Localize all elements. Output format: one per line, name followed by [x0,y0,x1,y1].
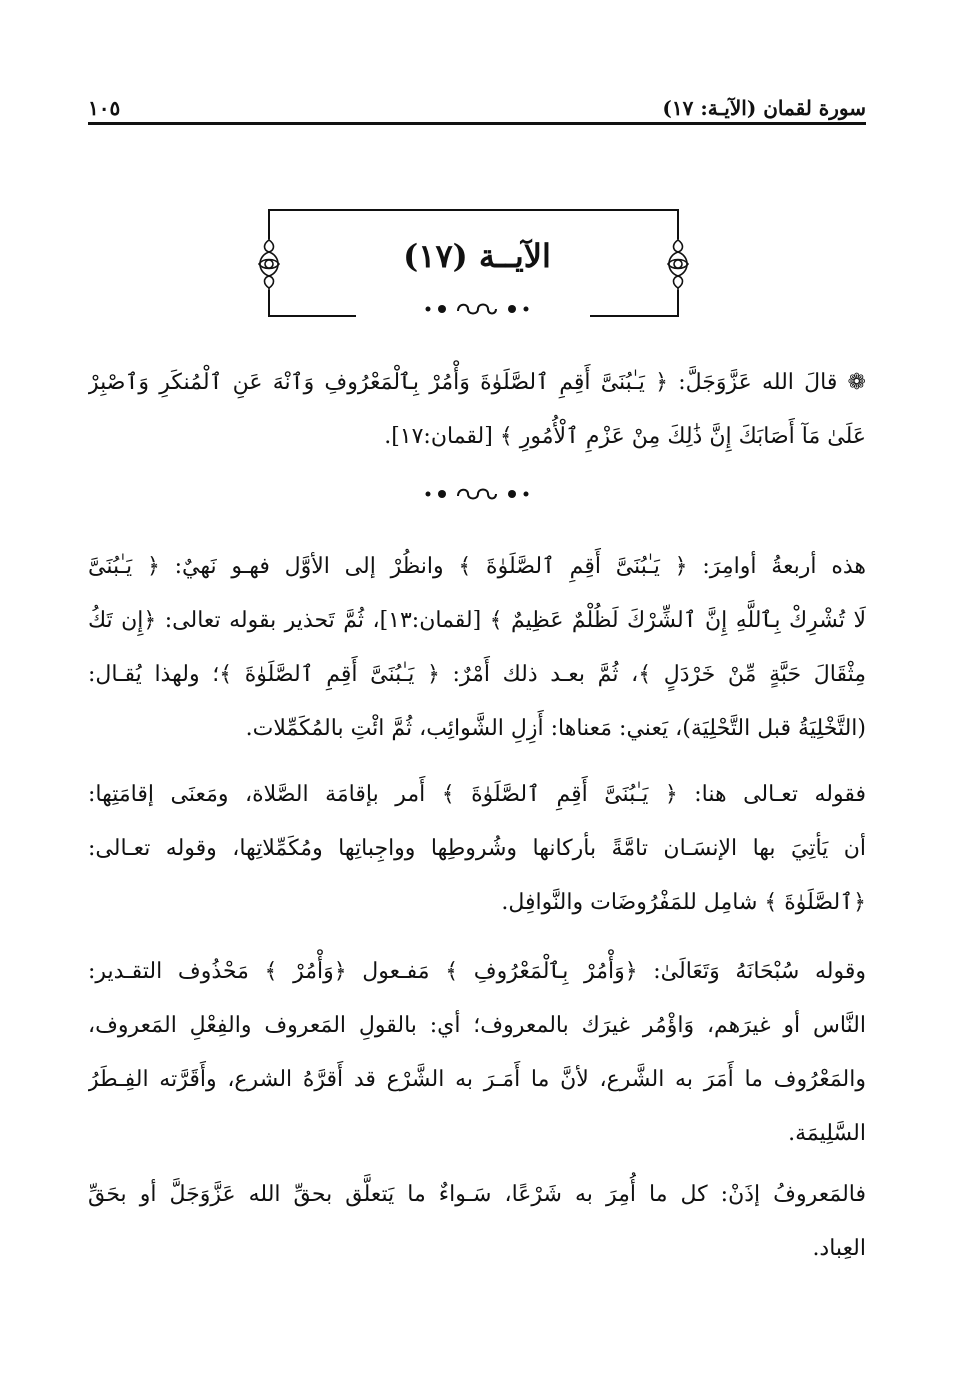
paragraph-line: مِثْقَالَ حَبَّةٍ مِّنْ خَرْدَلٍ ﴾، ثُمَّ بعـد ذلك أَمْرٌ: ﴿ يَـٰبُنَىَّ أَقِمِ ٱلصَّلَوٰةَ ﴾؛ ولهذا يُقـال: [88,662,866,687]
frame-bottom-left-rule [268,315,356,317]
ornament-knot-icon [253,232,285,296]
page-number: ١٠٥ [88,96,121,120]
divider-ornament-icon [422,299,532,319]
frame-bottom-right-rule [590,315,679,317]
paragraph-line: فالمَعروفُ إذَنْ: كل ما أُمِرَ به شَرْعًا، سَـواءٌ ما يَتعلَّق بحقِّ الله عَزَّوَجَلَّ أو بحَقِّ [88,1182,866,1207]
section-title: الآيــة (١٧) [403,237,551,275]
paragraph-line: أن يَأتِيَ بها الإنسَـان تامَّةً بأركانها وشُروطِها وواجِباتِها ومُكَمِّلاتِها، وقوله تعـالى: [88,836,866,861]
header-rule [88,122,866,125]
paragraph-line: ﴿ٱلصَّلَوٰةَ ﴾ شامِل للمَفْرُوضَات والنَّوافِل. [501,890,866,915]
paragraph-line: فقوله تعـالى هنا: ﴿ يَـٰبُنَىَّ أَقِمِ ٱلصَّلَوٰةَ ﴾ أَمر بإقامَة الصَّلاة، ومَعنَى إقامَتِها: [88,782,866,807]
paragraph-line: وقوله سُبْحَانَهُ وَتَعَالَىٰ: ﴿وَأْمُرْ بِٱلْمَعْرُوفِ ﴾ مَفـعول ﴿وَأْمُرْ ﴾ مَحْذُوف التقـدير: [88,959,866,984]
paragraph-commands [88,540,866,756]
paragraph-line: النَّاس أو غيرَهم، وَاؤْمُر غيرَك بالمعروف؛ أي: بالقولِ المَعروف والفِعْلِ المَعروف، [88,1013,866,1038]
surah-title: سورة لقمان (الآيـة: ١٧) [662,96,866,120]
paragraph-enjoin-good [88,945,866,1161]
paragraph-line: السَّلِيمَة. [788,1121,866,1146]
frame-top-rule [268,209,679,211]
paragraph-line: هذه أربعةُ أوامِرَ: ﴿ يَـٰبُنَىَّ أَقِمِ ٱلصَّلَوٰةَ ﴾ وانظُرْ إلى الأوَّل فهـو نَهيٌ: ﴿ يَـٰبُنَىَّ [88,554,866,579]
verse-line: عَلَىٰ مَآ أَصَابَكَ إِنَّ ذَٰلِكَ مِنْ عَزْمِ ٱلْأُمُورِ ﴾ [لقمان:١٧]. [384,424,866,449]
running-header [88,88,866,120]
paragraph-line: العِباد. [812,1236,866,1261]
verse-line: ❁ قالَ الله عَزَّوَجَلَّ: ﴿ يَـٰبُنَىَّ أَقِمِ ٱلصَّلَوٰةَ وَأْمُرْ بِٱلْمَعْرُوفِ وَٱنْهَ عَنِ ٱلْمُنكَرِ وَٱصْبِرْ [88,370,866,395]
paragraph-line: لَا تُشْرِكْ بِٱللَّهِ إِنَّ ٱلشِّرْكَ لَظُلْمٌ عَظِيمٌ ﴾ [لقمان:١٣]، ثُمَّ تَحذير بقوله تعالى: ﴿إِن تَكُ [88,608,866,633]
verse-quote [88,356,866,464]
ornament-knot-icon [662,232,694,296]
paragraph-line: والمَعْرُوف ما أَمَرَ به الشَّرع، لأنَّ ما أَمَـرَ به الشَّرْع قد أَقرَّهُ الشرع، وأَقَرَّته الفِـطَرُ [88,1067,866,1092]
divider-ornament-icon [422,484,532,504]
ornamental-divider [377,299,577,323]
paragraph-prayer [88,768,866,930]
paragraph-definition [88,1168,866,1276]
paragraph-line: (التَّخْلِيَةُ قبل التَّحْلِيَة)، يَعني: مَعناها: أَزِلِ الشَّوائِب، ثُمَّ ائْتِ بالمُكَمِّلات. [245,716,866,741]
ornamental-divider [377,484,577,508]
